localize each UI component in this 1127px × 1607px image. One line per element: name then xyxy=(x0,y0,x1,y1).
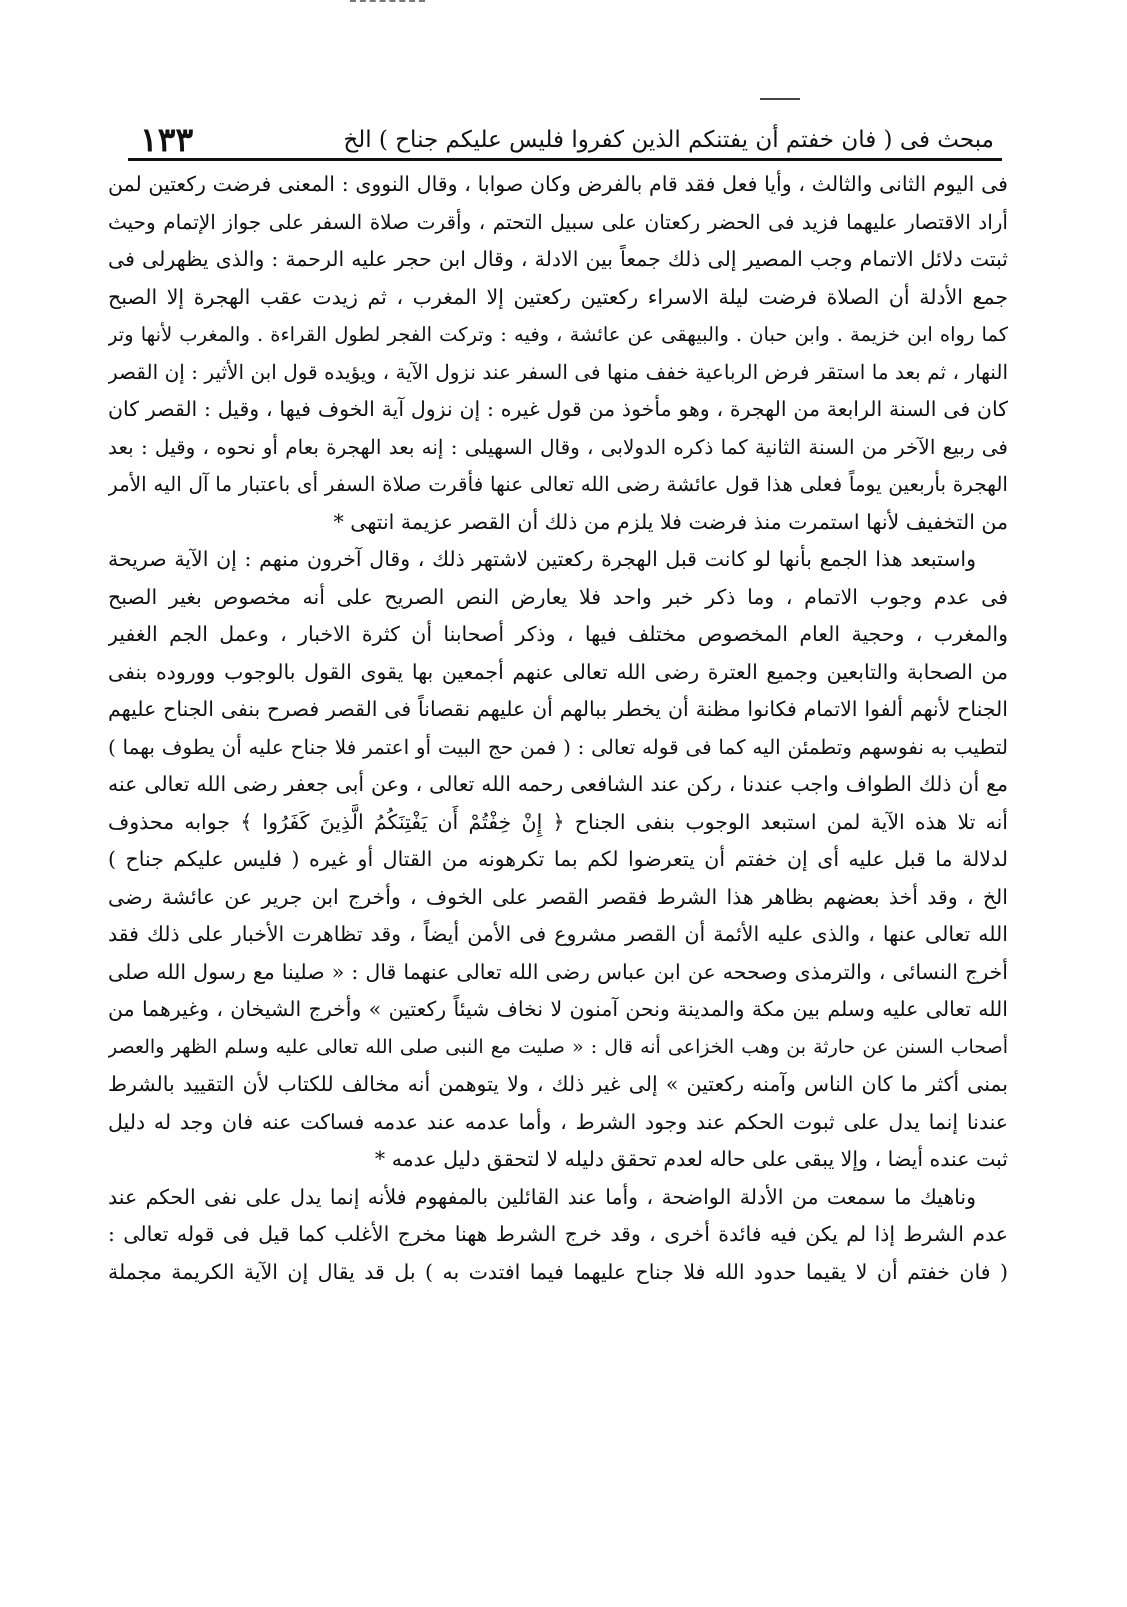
text-line: فى ربيع الآخر من السنة الثانية كما ذكره الدولابى ، وقال السهيلى : إنه بعد الهجرة بعام أو نحوه ، وقيل : بعد xyxy=(108,434,1008,459)
text-line: لتطيب به نفوسهم وتطمئن اليه كما فى قوله تعالى : ( فمن حج البيت أو اعتمر فلا جناح عليه أن يطوف بهما ) xyxy=(108,734,1008,759)
text-line: ثبتت دلائل الاتمام وجب المصير إلى ذلك جمعاً بين الادلة ، وقال ابن حجر عليه الرحمة : والذى يظهرلى فى xyxy=(108,247,1008,271)
text-line: النهار ، ثم بعد ما استقر فرض الرباعية خفف منها فى السفر عند نزول الآية ، ويؤيده قول ابن الأثير : إن القصر xyxy=(108,359,1008,384)
text-line: بمنى أكثر ما كان الناس وآمنه ركعتين » إلى غير ذلك ، ولا يتوهمن أنه مخالف للكتاب لأن التقييد بالشرط xyxy=(108,1072,1008,1096)
text-line: مع أن ذلك الطواف واجب عندنا ، ركن عند الشافعى رحمه الله تعالى ، وعن أبى جعفر رضى الله تعالى عنه xyxy=(108,772,1008,796)
text-line: الله تعالى عليه وسلم بين مكة والمدينة ونحن آمنون لا نخاف شيئاً ركعتين » وأخرج الشيخان ، وغيرهما من xyxy=(108,997,1008,1021)
text-line: والمغرب ، وحجية العام المخصوص مختلف فيها ، وذكر أصحابنا أن كثرة الاخبار ، وعمل الجم الغفير xyxy=(108,622,1008,646)
text-line: فى عدم وجوب الاتمام ، وما ذكر خبر واحد فلا يعارض النص الصريح على أنه مخصوص بغير الصبح xyxy=(108,584,1008,609)
text-line: أراد الاقتصار عليهما فزيد فى الحضر ركعتان على سبيل التحتم ، وأقرت صلاة السفر على جواز الإتمام وحيث xyxy=(108,209,1008,234)
text-line: الجناح لأنهم ألفوا الاتمام فكانوا مظنة أن يخطر ببالهم أن عليهم نقصاناً فى القصر فصرح بنفى الجناح عليهم xyxy=(108,697,1008,721)
text-line: الله تعالى عنها ، والذى عليه الأئمة أن القصر مشروع فى الأمن أيضاً ، وقد تظاهرت الأخبار على ذلك فقد xyxy=(108,922,1008,946)
text-line: عندنا إنما يدل على ثبوت الحكم عند وجود الشرط ، وأما عدمه عند عدمه فساكت عنه فان وجد له دليل xyxy=(108,1109,1008,1134)
text-line: عدم الشرط إذا لم يكن فيه فائدة أخرى ، وقد خرج الشرط ههنا مخرج الأغلب كما قيل فى قوله تعالى : xyxy=(108,1222,1008,1246)
text-line: ثبت عنده أيضا ، وإلا يبقى على حاله لعدم تحقق دليله لا لتحقق دليل عدمه * xyxy=(374,1147,1008,1171)
header-ornament xyxy=(760,98,800,100)
running-title: مبحث فى ( فان خفتم أن يفتنكم الذين كفروا فليس عليكم جناح ) الخ xyxy=(343,127,994,153)
text-line: أنه تلا هذه الآية لمن استبعد الوجوب بنفى الجناح ﴿ إِنْ خِفْتُمْ أَن يَفْتِنَكُمُ الَّذِينَ كَفَرُوا ﴾ جوابه محذوف xyxy=(108,809,1008,834)
body-text xyxy=(108,166,1008,1291)
text-line: فى اليوم الثانى والثالث ، وأيا فعل فقد قام بالفرض وكان صوابا ، وقال النووى : المعنى فرضت ركعتين لمن xyxy=(108,172,1008,196)
text-line: لدلالة ما قبل عليه أى إن خفتم أن يتعرضوا لكم بما تكرهونه من القتال أو غيره ( فليس عليكم جناح ) xyxy=(108,847,1008,871)
text-line: الخ ، وقد أخذ بعضهم بظاهر هذا الشرط فقصر القصر على الخوف ، وأخرج ابن جرير عن عائشة رضى xyxy=(108,884,1008,909)
top-edge-marks xyxy=(350,0,425,6)
header-rule xyxy=(128,158,1002,161)
page-number: ١٣٣ xyxy=(140,120,194,159)
text-line: أخرج النسائى ، والترمذى وصححه عن ابن عباس رضى الله تعالى عنهما قال : « صلينا مع رسول الله صلى xyxy=(108,959,1008,984)
text-line: وناهيك ما سمعت من الأدلة الواضحة ، وأما عند القائلين بالمفهوم فلأنه إنما يدل على نفى الحكم عند xyxy=(108,1184,976,1209)
text-line: من التخفيف لأنها استمرت منذ فرضت فلا يلزم من ذلك أن القصر عزيمة انتهى * xyxy=(333,509,1008,534)
text-line: ( فان خفتم أن لا يقيما حدود الله فلا جناح عليهما فيما افتدت به ) بل قد يقال إن الآية الكريمة مجملة xyxy=(108,1259,1008,1284)
text-line: جمع الأدلة أن الصلاة فرضت ليلة الاسراء ركعتين ركعتين إلا المغرب ، ثم زيدت عقب الهجرة إلا الصبح xyxy=(108,284,1008,309)
text-line: كما رواه ابن خزيمة . وابن حبان . والبيهقى عن عائشة ، وفيه : وتركت الفجر لطول القراءة . والمغرب لأنها وتر xyxy=(108,323,1008,346)
text-line: كان فى السنة الرابعة من الهجرة ، وهو مأخوذ من قول غيره : إن نزول آية الخوف فيها ، وقيل : القصر كان xyxy=(108,397,1008,421)
page-header xyxy=(118,118,998,162)
text-line: من الصحابة والتابعين وجميع العترة رضى الله تعالى عنهم أجمعين بها يقوى القول بالوجوب ووروده بنفى xyxy=(108,659,1008,684)
text-line: الهجرة بأربعين يوماً فعلى هذا قول عائشة رضى الله تعالى عنها فأقرت صلاة السفر أى باعتبار ما آل اليه الأمر xyxy=(108,472,1008,496)
text-line: واستبعد هذا الجمع بأنها لو كانت قبل الهجرة ركعتين لاشتهر ذلك ، وقال آخرون منهم : إن الآية صريحة xyxy=(108,547,976,571)
text-line: أصحاب السنن عن حارثة بن وهب الخزاعى أنه قال : « صليت مع النبى صلى الله تعالى عليه وسلم الظهر والعصر xyxy=(108,1035,1008,1058)
